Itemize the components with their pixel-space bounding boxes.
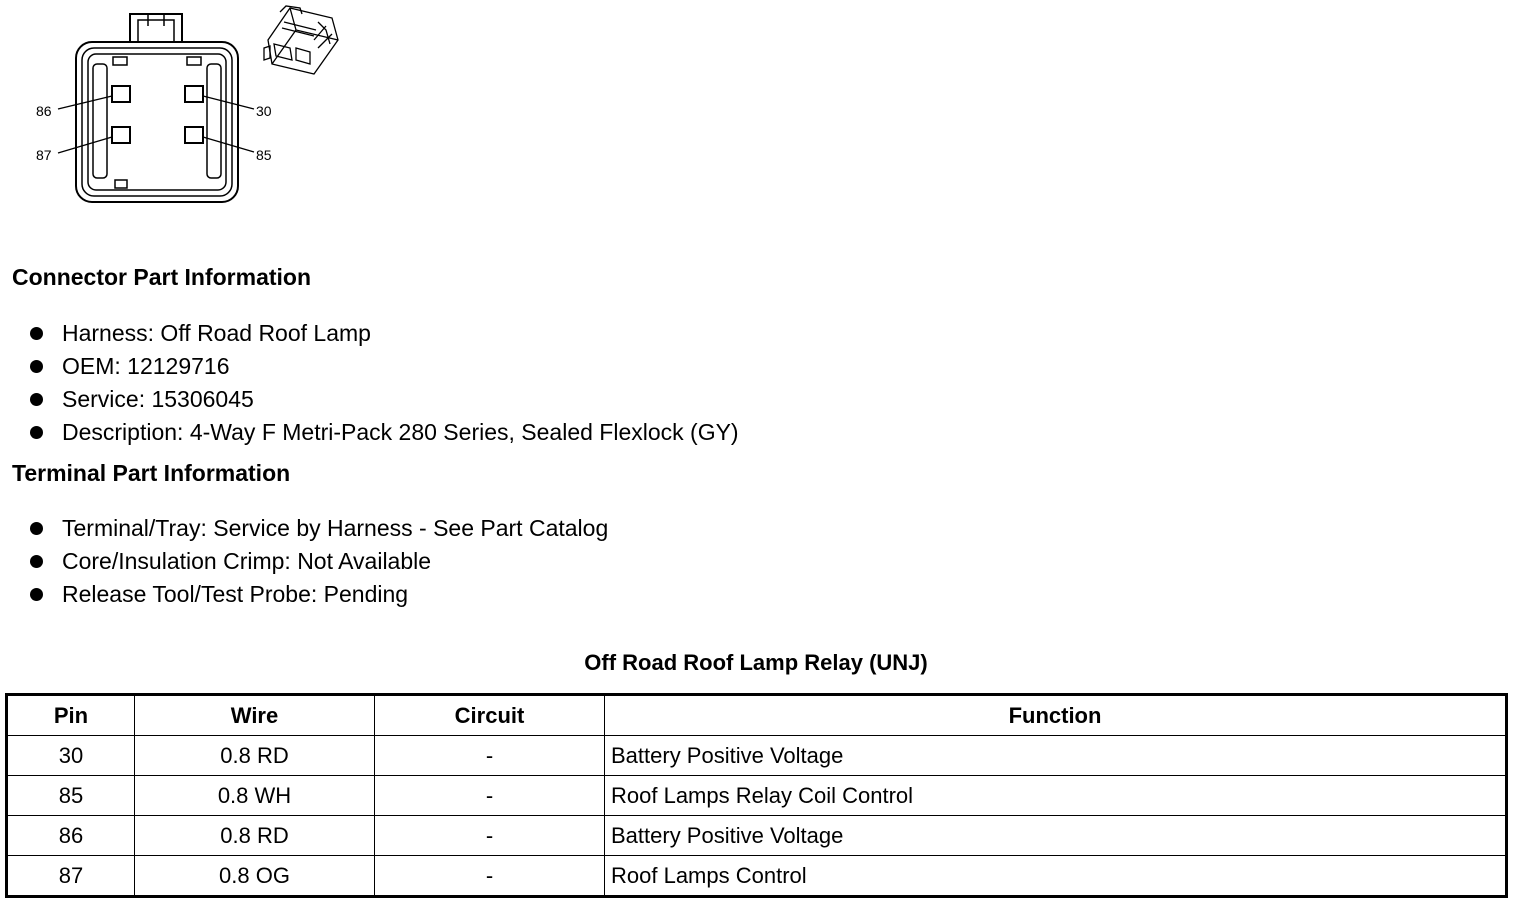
connector-diagram [0,0,400,230]
cell-pin: 86 [7,816,135,856]
cell-function: Roof Lamps Relay Coil Control [605,776,1507,816]
col-header-pin: Pin [7,695,135,736]
pin-87-cavity [112,127,130,143]
list-item [28,416,739,449]
pin-86-cavity [112,86,130,102]
cell-circuit: - [375,736,605,776]
list-item [28,512,608,545]
bullet-icon [30,393,43,406]
pin-label-87: 87 [36,147,52,163]
pin-label-86: 86 [36,103,52,119]
cell-wire: 0.8 WH [135,776,375,816]
col-header-wire: Wire [135,695,375,736]
list-item [28,383,739,416]
bullet-icon [30,555,43,568]
terminal-info-tray: Terminal/Tray: Service by Harness - See Part Catalog [62,515,609,541]
bullet-icon [30,360,43,373]
cell-wire: 0.8 RD [135,736,375,776]
pinout-table [5,693,1508,898]
pin-85-cavity [185,127,203,143]
cell-wire: 0.8 RD [135,816,375,856]
connector-info-oem: OEM: 12129716 [62,353,230,379]
cell-wire: 0.8 OG [135,856,375,897]
connector-info-service: Service: 15306045 [62,386,254,412]
cell-pin: 85 [7,776,135,816]
cell-function: Battery Positive Voltage [605,816,1507,856]
connector-iso-icon [264,6,338,74]
col-header-circuit: Circuit [375,695,605,736]
table-row [7,816,1507,856]
connector-info-heading: Connector Part Information [12,264,312,290]
table-row [7,736,1507,776]
col-header-function: Function [605,695,1507,736]
terminal-info-list [28,512,608,611]
connector-info-description: Description: 4-Way F Metri-Pack 280 Series, Sealed Flexlock (GY) [62,419,739,445]
cell-circuit: - [375,776,605,816]
table-row [7,856,1507,897]
bullet-icon [30,522,43,535]
cell-pin: 30 [7,736,135,776]
list-item [28,350,739,383]
table-title: Off Road Roof Lamp Relay (UNJ) [584,650,928,675]
cell-function: Battery Positive Voltage [605,736,1507,776]
terminal-info-crimp: Core/Insulation Crimp: Not Available [62,548,432,574]
table-header-row [7,695,1507,736]
list-item [28,545,608,578]
connector-info-harness: Harness: Off Road Roof Lamp [62,320,371,346]
cell-circuit: - [375,816,605,856]
bullet-icon [30,426,43,439]
bullet-icon [30,327,43,340]
pin-label-85: 85 [256,147,272,163]
table-row [7,776,1507,816]
list-item [28,317,739,350]
bullet-icon [30,588,43,601]
connector-info-list [28,317,739,449]
list-item [28,578,608,611]
cell-function: Roof Lamps Control [605,856,1507,897]
terminal-info-heading: Terminal Part Information [12,460,291,486]
cell-circuit: - [375,856,605,897]
pin-30-cavity [185,86,203,102]
cell-pin: 87 [7,856,135,897]
terminal-info-tool: Release Tool/Test Probe: Pending [62,581,409,607]
pin-label-30: 30 [256,103,272,119]
